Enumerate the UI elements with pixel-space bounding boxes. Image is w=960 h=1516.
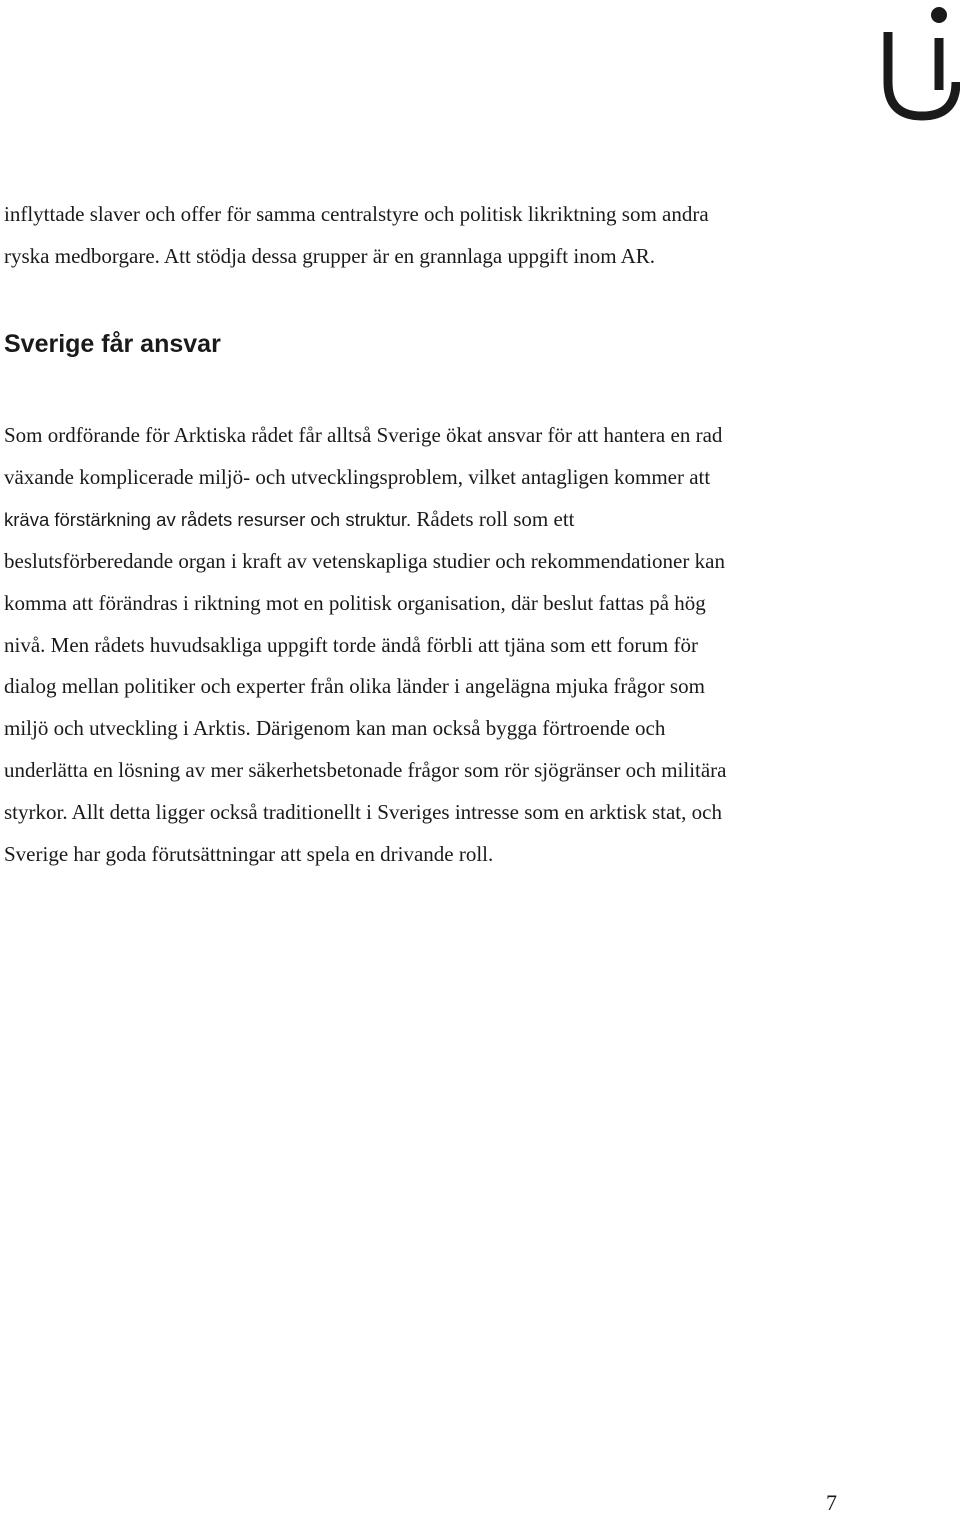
paragraph-line: Som ordförande för Arktiska rådet får alltså Sverige ökat ansvar för att hantera en rad bbox=[4, 423, 723, 447]
paragraph-line: underlätta en lösning av mer säkerhetsbetonade frågor som rör sjögränser och militära bbox=[4, 758, 727, 783]
intro-paragraph bbox=[4, 194, 904, 278]
paragraph-line: dialog mellan politiker och experter från olika länder i angelägna mjuka frågor som bbox=[4, 674, 705, 699]
serif-text-run: Rådets roll som ett bbox=[411, 506, 575, 531]
paragraph-line: styrkor. Allt detta ligger också traditionellt i Sveriges intresse som en arktisk stat, och bbox=[4, 800, 722, 825]
paragraph-line: komma att förändras i riktning mot en politisk organisation, där beslut fattas på hög bbox=[4, 590, 706, 615]
paragraph-line: växande komplicerade miljö- och utvecklingsproblem, vilket antagligen kommer att bbox=[4, 464, 711, 489]
section-paragraph bbox=[4, 415, 904, 876]
page-number: 7 bbox=[826, 1490, 837, 1515]
paragraph-line: miljö och utveckling i Arktis. Därigenom kan man också bygga förtroende och bbox=[4, 716, 666, 741]
paragraph-line: nivå. Men rådets huvudsakliga uppgift torde ändå förbli att tjäna som ett forum för bbox=[4, 632, 698, 657]
paragraph-line: ryska medborgare. Att stödja dessa grupper är en grannlaga uppgift inom AR. bbox=[4, 243, 656, 268]
sans-text-run: kräva förstärkning av rådets resurser och struktur. bbox=[4, 508, 412, 530]
paragraph-line: inflyttade slaver och offer för samma centralstyre och politisk likriktning som andra bbox=[4, 202, 709, 226]
paragraph-line: Sverige har goda förutsättningar att spela en drivande roll. bbox=[4, 842, 494, 867]
paragraph-line bbox=[4, 499, 904, 541]
paragraph-line: beslutsförberedande organ i kraft av vetenskapliga studier och rekommendationer kan bbox=[4, 548, 725, 573]
u-logo-icon bbox=[880, 0, 960, 122]
section-heading: Sverige får ansvar bbox=[4, 330, 221, 358]
